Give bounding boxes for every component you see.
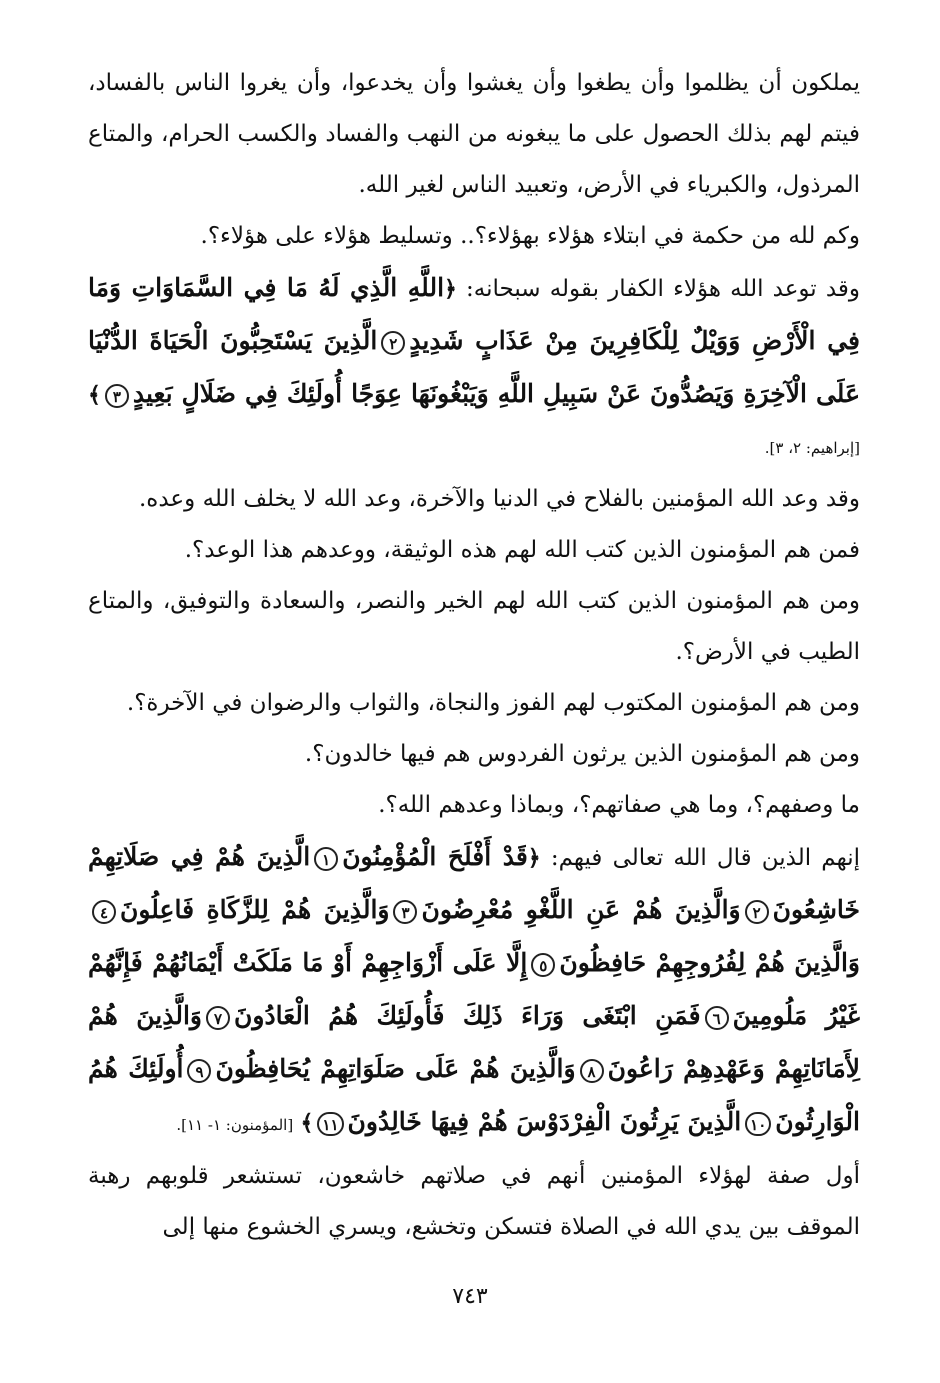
ayah-number-marker: ٣ <box>105 384 129 408</box>
quran-close-bracket: ﴾ <box>300 1110 314 1136</box>
ayah-number-marker: ٧ <box>206 1006 230 1030</box>
paragraph: وكم لله من حكمة في ابتلاء هؤلاء بهؤلاء؟.. وتسليط هؤلاء على هؤلاء؟. <box>200 223 860 249</box>
ayah-number-marker: ١٠ <box>745 1112 771 1136</box>
quran-verse: وَالَّذِينَ هُمْ عَنِ اللَّغْوِ مُعْرِضُونَ <box>421 895 741 924</box>
quran-quote-paragraph <box>88 831 860 1151</box>
ayah-number-marker: ٥ <box>531 953 555 977</box>
ayah-number-marker: ٢ <box>381 331 405 355</box>
ayah-number-marker: ٣ <box>393 900 417 924</box>
page-body <box>88 58 860 1253</box>
verse-reference: [إبراهيم: ٢، ٣]. <box>764 439 860 457</box>
quran-quote-paragraph <box>88 262 860 474</box>
quran-verse: وَالَّذِينَ هُمْ لِفُرُوجِهِمْ حَافِظُونَ <box>559 948 860 977</box>
paragraph: وقد وعد الله المؤمنين بالفلاح في الدنيا والآخرة، وعد الله لا يخلف الله وعده. <box>139 486 860 512</box>
paragraph: أول صفة لهؤلاء المؤمنين أنهم في صلاتهم خاشعون، تستشعر قلوبهم رهبة الموقف بين يدي الله في الصلاة فتسكن وتخشع، ويسري الخشوع منها إلى <box>88 1163 860 1240</box>
quran-open-bracket: ﴿ <box>527 845 541 871</box>
ayah-number-marker: ٤ <box>92 900 116 924</box>
paragraph: ومن هم المؤمنون الذين يرثون الفردوس هم فيها خالدون؟. <box>304 741 860 767</box>
paragraph: يملكون أن يظلموا وأن يطغوا وأن يغشوا وأن يخدعوا، وأن يغروا الناس بالفساد، فيتم لهم بذلك الحصول على ما يبغونه من النهب والفساد والكسب الحرام، والمتاع المرذول، والكبرياء في الأرض، وتعبيد الناس لغير الله. <box>88 70 860 198</box>
quran-verse: أُولَئِكَ هُمُ الْوَارِثُونَ <box>88 1054 860 1136</box>
ayah-number-marker: ٨ <box>580 1059 604 1083</box>
ayah-number-marker: ١ <box>314 847 338 871</box>
verse-reference: [المؤمنون: ١- ١١]. <box>176 1116 294 1134</box>
quran-verse: وَالَّذِينَ هُمْ عَلَى صَلَوَاتِهِمْ يُحَافِظُونَ <box>215 1054 576 1083</box>
ayah-number-marker: ٢ <box>745 900 769 924</box>
paragraph: ومن هم المؤمنون الذين كتب الله لهم الخير والنصر، والسعادة والتوفيق، والمتاع الطيب في الأرض؟. <box>88 588 860 665</box>
quran-verse: قَدْ أَفْلَحَ الْمُؤْمِنُونَ <box>342 842 528 871</box>
paragraph: ما وصفهم؟، وما هي صفاتهم؟، وبماذا وعدهم الله؟. <box>378 792 860 818</box>
ayah-number-marker: ٩ <box>187 1059 211 1083</box>
quran-verse: الَّذِينَ يَسْتَحِبُّونَ الْحَيَاةَ الدُّنْيَا عَلَى الْآخِرَةِ وَيَصُدُّونَ عَنْ سَبِيلِ اللَّهِ وَيَبْغُونَهَا عِوَجًا أُولَئِكَ فِي ضَلَالٍ بَعِيدٍ <box>88 326 860 408</box>
quran-verse: اللَّهِ الَّذِي لَهُ مَا فِي السَّمَاوَاتِ وَمَا فِي الْأَرْضِ وَوَيْلٌ لِلْكَافِرِينَ مِنْ عَذَابٍ شَدِيدٍ <box>88 273 860 355</box>
quote-intro: وقد توعد الله هؤلاء الكفار بقوله سبحانه: <box>456 276 860 302</box>
ayah-number-marker: ١١ <box>317 1112 343 1136</box>
quran-verse: الَّذِينَ هُمْ فِي صَلَاتِهِمْ خَاشِعُونَ <box>88 842 860 924</box>
page-number: ٧٤٣ <box>452 1284 488 1309</box>
quran-verse: وَالَّذِينَ هُمْ لِلزَّكَاةِ فَاعِلُونَ <box>120 895 390 924</box>
quran-verse: إِلَّا عَلَى أَزْوَاجِهِمْ أَوْ مَا مَلَكَتْ أَيْمَانُهُمْ فَإِنَّهُمْ غَيْرُ مَلُومِينَ <box>88 948 860 1030</box>
quran-close-bracket: ﴾ <box>88 382 101 408</box>
quran-verse: وَالَّذِينَ هُمْ لِأَمَانَاتِهِمْ وَعَهْدِهِمْ رَاعُونَ <box>88 1001 860 1083</box>
quran-open-bracket: ﴿ <box>444 276 457 302</box>
paragraph: ومن هم المؤمنون المكتوب لهم الفوز والنجاة، والثواب والرضوان في الآخرة؟. <box>126 690 860 716</box>
quran-verse: فَمَنِ ابْتَغَى وَرَاءَ ذَلِكَ فَأُولَئِكَ هُمُ الْعَادُونَ <box>234 1001 701 1030</box>
ayah-number-marker: ٦ <box>705 1006 729 1030</box>
paragraph: فمن هم المؤمنون الذين كتب الله لهم هذه الوثيقة، ووعدهم هذا الوعد؟. <box>184 537 860 563</box>
quote-intro: إنهم الذين قال الله تعالى فيهم: <box>540 845 860 871</box>
quran-verse: الَّذِينَ يَرِثُونَ الْفِرْدَوْسَ هُمْ فِيهَا خَالِدُونَ <box>347 1107 742 1136</box>
